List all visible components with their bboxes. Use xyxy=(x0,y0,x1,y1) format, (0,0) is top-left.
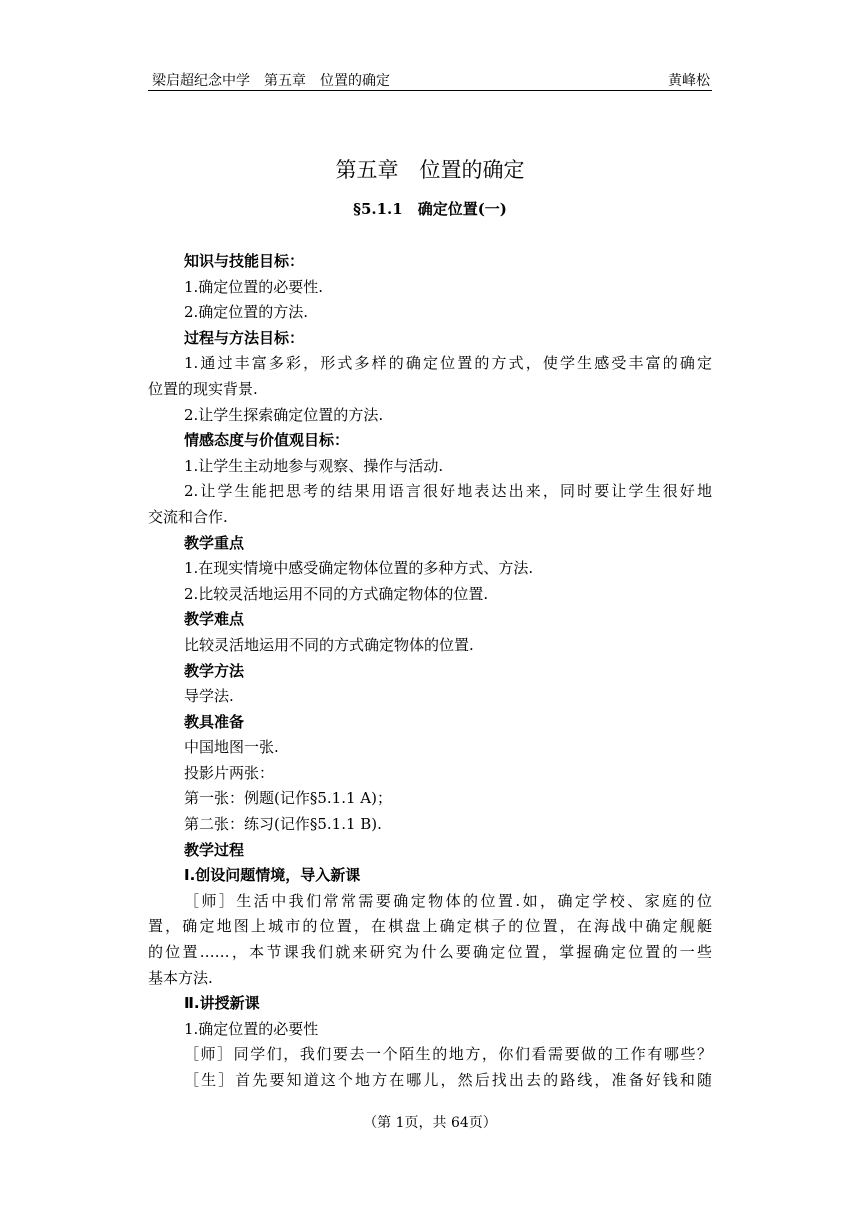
text-line: 投影片两张： xyxy=(184,763,275,782)
header-left-text: 梁启超纪念中学 第五章 位置的确定 xyxy=(152,73,390,89)
section-heading: Ⅰ.创设问题情境，导入新课 xyxy=(184,866,361,885)
section-heading: 知识与技能目标： xyxy=(184,252,305,270)
text-line: 比较灵活地运用不同的方式确定物体的位置. xyxy=(184,635,474,654)
page-footer: （第 1页，共 64页） xyxy=(363,1115,497,1131)
text-line: 2.让学生能把思考的结果用语言很好地表达出来，同时要让学生很好地 xyxy=(184,482,712,501)
section-heading: 过程与方法目标： xyxy=(184,328,305,347)
section-heading: 情感态度与价值观目标： xyxy=(184,431,350,450)
text-line: ［生］首先要知道这个地方在哪儿，然后找出去的路线，准备好钱和随 xyxy=(184,1071,712,1089)
text-line: ［师］生活中我们常常需要确定物体的位置.如，确定学校、家庭的位 xyxy=(184,891,712,910)
page-header xyxy=(148,68,712,91)
text-line: 交流和合作. xyxy=(148,507,228,526)
section-heading: 教学难点 xyxy=(184,610,245,629)
text-line: 导学法. xyxy=(184,687,234,706)
section-heading: 教学方法 xyxy=(184,661,245,680)
section-heading: 教学重点 xyxy=(184,533,245,552)
text-line: ［师］同学们，我们要去一个陌生的地方，你们看需要做的工作有哪些？ xyxy=(184,1045,712,1064)
header-author: 黄峰松 xyxy=(668,73,710,89)
text-line: 2.让学生探索确定位置的方法. xyxy=(184,405,384,424)
text-line: 第二张：练习(记作§5.1.1 B). xyxy=(184,815,382,834)
section-title: §5.1.1 确定位置(一) xyxy=(353,200,507,218)
text-line: 1.让学生主动地参与观察、操作与活动. xyxy=(184,456,444,475)
section-heading: 教学过程 xyxy=(184,840,245,859)
section-heading: Ⅱ.讲授新课 xyxy=(184,994,260,1013)
text-line: 基本方法. xyxy=(148,968,213,987)
text-line: 1.确定位置的必要性. xyxy=(184,277,324,296)
text-line: 置，确定地图上城市的位置，在棋盘上确定棋子的位置，在海战中确定舰艇 xyxy=(148,917,712,936)
text-line: 2.确定位置的方法. xyxy=(184,303,309,322)
text-line: 1.通过丰富多彩，形式多样的确定位置的方式，使学生感受丰富的确定 xyxy=(184,354,712,373)
text-line: 1.在现实情境中感受确定物体位置的多种方式、方法. xyxy=(184,559,534,578)
section-heading: 教具准备 xyxy=(184,712,245,731)
text-line: 2.比较灵活地运用不同的方式确定物体的位置. xyxy=(184,584,489,603)
text-line: 1.确定位置的必要性 xyxy=(184,1019,319,1038)
text-line: 的位置……，本节课我们就来研究为什么要确定位置，掌握确定位置的一些 xyxy=(148,943,712,962)
chapter-title: 第五章 位置的确定 xyxy=(335,158,525,182)
text-line: 第一张：例题(记作§5.1.1 A)； xyxy=(184,789,392,808)
text-line: 位置的现实背景. xyxy=(148,379,258,398)
document-body xyxy=(148,249,712,1094)
text-line: 中国地图一张. xyxy=(184,738,279,757)
